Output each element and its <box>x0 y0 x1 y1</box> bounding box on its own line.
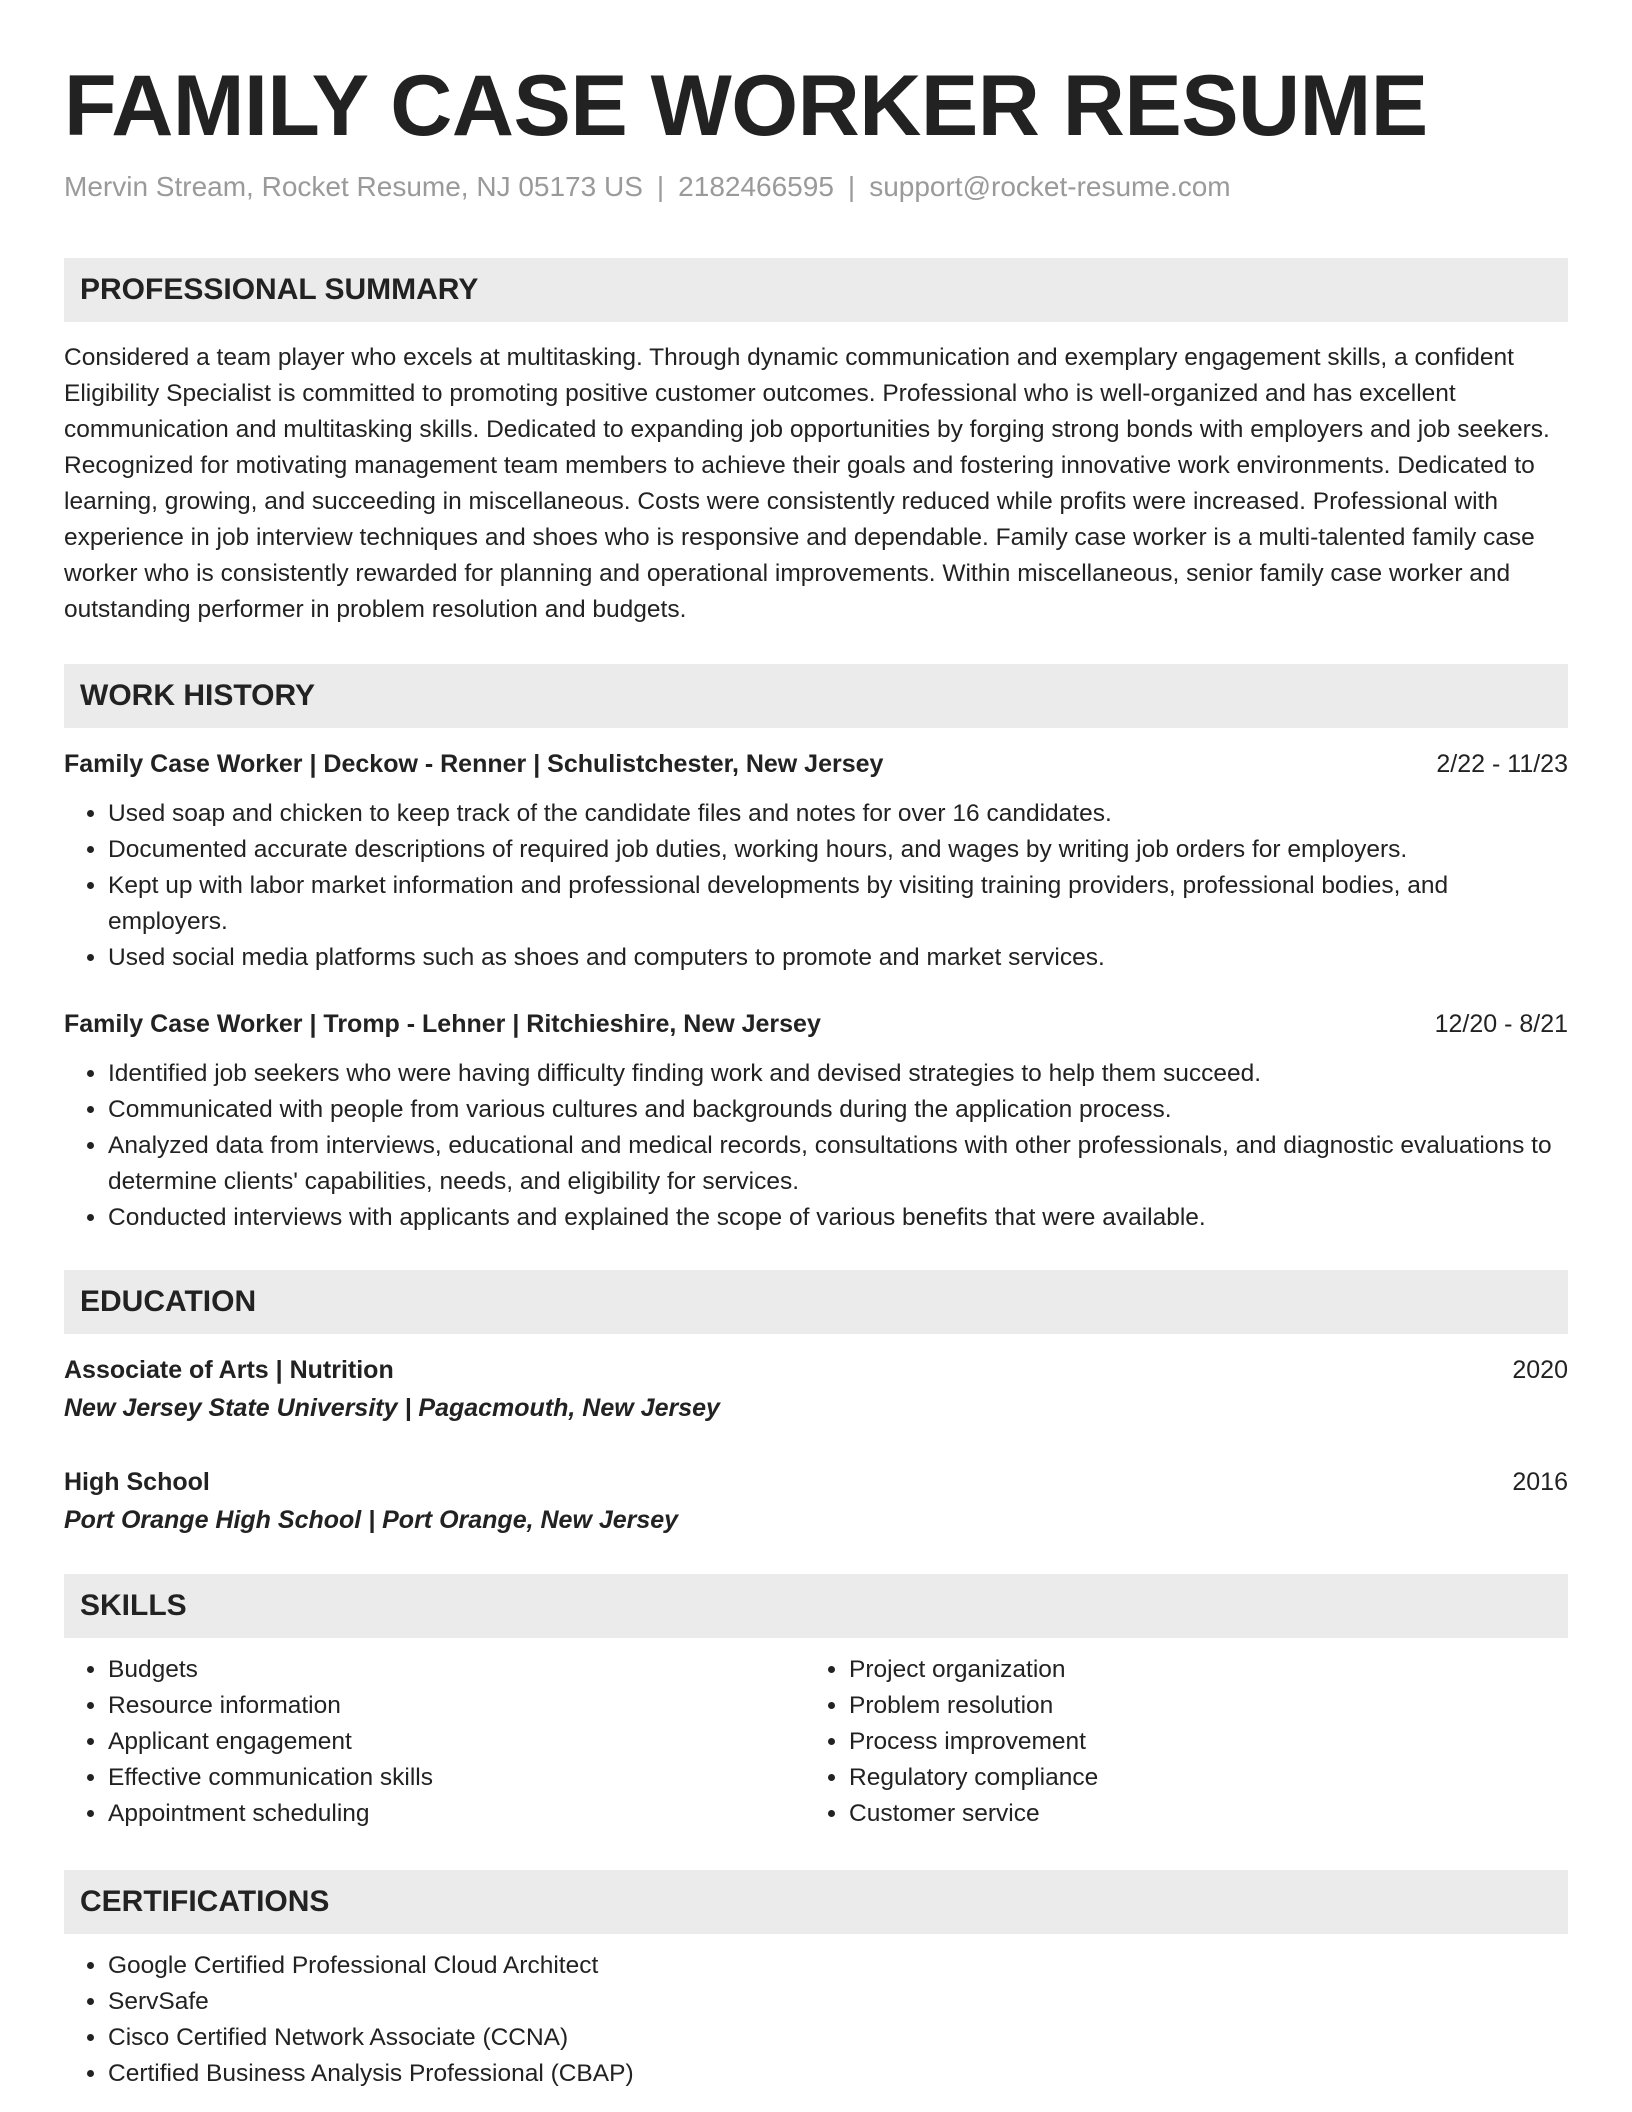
certification-item: • ServSafe <box>108 1984 1568 2020</box>
resume-title: FAMILY CASE WORKER RESUME <box>64 58 1428 154</box>
education-degree: Associate of Arts | Nutrition <box>64 1356 394 1384</box>
education-heading-row <box>64 1352 1568 1388</box>
education-year: 2016 <box>1512 1468 1568 1496</box>
skill-item: • Process improvement <box>849 1724 1546 1760</box>
contact-line <box>64 170 1568 204</box>
education-school: Port Orange High School | Port Orange, New Jersey <box>64 1506 679 1534</box>
certifications-list <box>64 1948 1568 2092</box>
skill-item: • Customer service <box>849 1796 1546 1832</box>
section-header-education: EDUCATION <box>64 1270 1568 1334</box>
skills-list-left <box>64 1652 805 1832</box>
job-bullets <box>64 796 1568 976</box>
education-entry <box>64 1464 1568 1538</box>
skill-item: • Resource information <box>108 1688 805 1724</box>
education-degree: High School <box>64 1468 210 1496</box>
job-bullet: • Kept up with labor market information and professional developments by visiting training providers, professional bodies, and employers. <box>108 868 1568 940</box>
job-heading: Family Case Worker | Deckow - Renner | Schulistchester, New Jersey <box>64 750 884 778</box>
skills-columns <box>64 1652 1568 1832</box>
contact-separator: | <box>847 171 856 202</box>
job-heading: Family Case Worker | Tromp - Lehner | Ritchieshire, New Jersey <box>64 1010 821 1038</box>
job-bullet: • Documented accurate descriptions of required job duties, working hours, and wages by writing job orders for employers. <box>108 832 1568 868</box>
certification-item: • Cisco Certified Network Associate (CCNA) <box>108 2020 1568 2056</box>
skill-item: • Applicant engagement <box>108 1724 805 1760</box>
skill-item: • Appointment scheduling <box>108 1796 805 1832</box>
section-header-work-history: WORK HISTORY <box>64 664 1568 728</box>
contact-address: Mervin Stream, Rocket Resume, NJ 05173 US <box>64 171 643 202</box>
section-header-skills: SKILLS <box>64 1574 1568 1638</box>
skill-item: • Project organization <box>849 1652 1546 1688</box>
summary-text: Considered a team player who excels at multitasking. Through dynamic communication and exemplary engagement skills, a confident Eligibility Specialist is committed to promoting positive customer outcomes. Professional who is well-organized and has excellent communication and multitasking skills. Dedicated to expanding job opportunities by forging strong bonds with employers and job seekers. Recognized for motivating management team members to achieve their goals and fostering innovative work environments. Dedicated to learning, growing, and succeeding in miscellaneous. Costs were consistently reduced while profits were increased. Professional with experience in job interview techniques and shoes who is responsive and dependable. Family case worker is a multi-talented family case worker who is consistently rewarded for planning and operational improvements. Within miscellaneous, senior family case worker and outstanding performer in problem resolution and budgets. <box>64 344 1550 623</box>
contact-phone: 2182466595 <box>678 171 834 202</box>
skill-item: • Effective communication skills <box>108 1760 805 1796</box>
job-bullet: • Communicated with people from various cultures and backgrounds during the application process. <box>108 1092 1568 1128</box>
certification-item: • Google Certified Professional Cloud Architect <box>108 1948 1568 1984</box>
job-heading-row <box>64 1006 1568 1042</box>
job-entry <box>64 746 1568 976</box>
education-year: 2020 <box>1512 1356 1568 1384</box>
section-header-certifications: CERTIFICATIONS <box>64 1870 1568 1934</box>
certification-item: • Certified Business Analysis Professional (CBAP) <box>108 2056 1568 2092</box>
education-heading-row <box>64 1464 1568 1500</box>
job-dates: 12/20 - 8/21 <box>1434 1010 1568 1038</box>
job-dates: 2/22 - 11/23 <box>1436 750 1568 778</box>
job-bullet: • Analyzed data from interviews, educational and medical records, consultations with other professionals, and diagnostic evaluations to determine clients' capabilities, needs, and eligibility for services. <box>108 1128 1568 1200</box>
job-heading-row <box>64 746 1568 782</box>
job-bullet: • Used social media platforms such as shoes and computers to promote and market services. <box>108 940 1568 976</box>
skills-list-right <box>805 1652 1546 1832</box>
job-entry <box>64 1006 1568 1236</box>
skill-item: • Regulatory compliance <box>849 1760 1546 1796</box>
section-header-summary: PROFESSIONAL SUMMARY <box>64 258 1568 322</box>
education-school: New Jersey State University | Pagacmouth, New Jersey <box>64 1394 720 1422</box>
job-bullet: • Used soap and chicken to keep track of the candidate files and notes for over 16 candidates. <box>108 796 1568 832</box>
education-entry <box>64 1352 1568 1426</box>
job-bullets <box>64 1056 1568 1236</box>
job-bullet: • Identified job seekers who were having difficulty finding work and devised strategies to help them succeed. <box>108 1056 1568 1092</box>
contact-email: support@rocket-resume.com <box>869 171 1231 202</box>
job-bullet: • Conducted interviews with applicants and explained the scope of various benefits that were available. <box>108 1200 1568 1236</box>
skill-item: • Problem resolution <box>849 1688 1546 1724</box>
skill-item: • Budgets <box>108 1652 805 1688</box>
contact-separator: | <box>656 171 665 202</box>
